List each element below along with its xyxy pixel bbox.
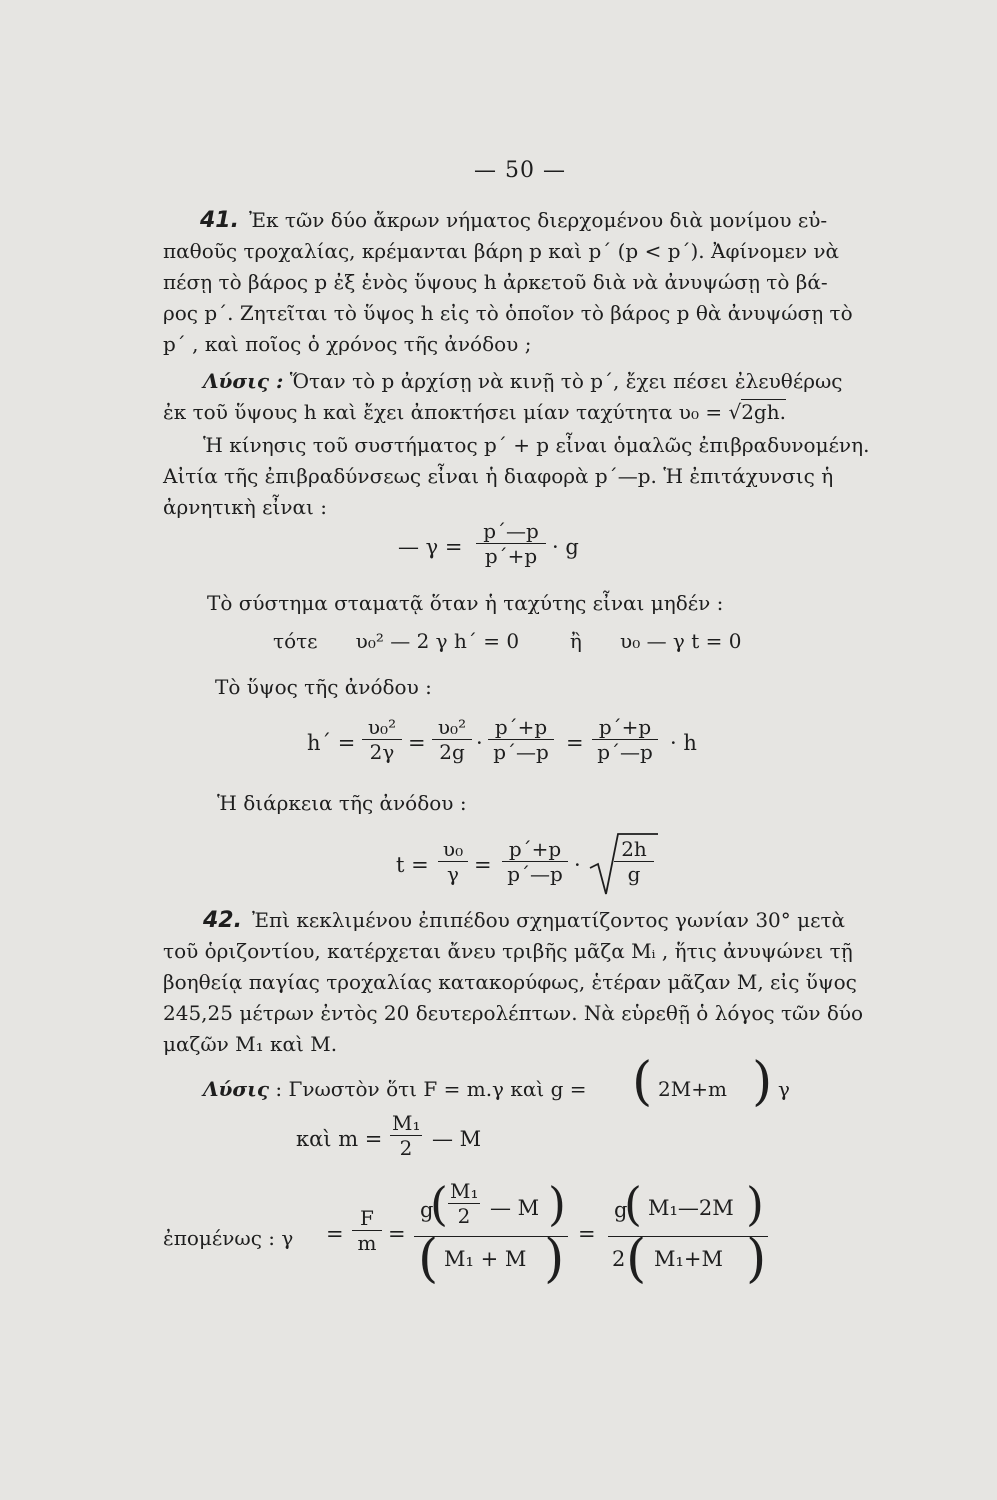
eq42-2-numerator: M₁ [392,1111,421,1135]
eq1-lhs: — γ = [398,535,463,559]
eq2: τότε υ₀² — 2 γ h΄ = 0 ἢ υ₀ — γ t = 0 [273,629,742,653]
eq42-3-f3-numerator [608,1176,768,1230]
sqrt-symbol: √ [728,400,742,424]
eq4-sqrt-fraction [614,838,654,885]
eq42-3-f2-den-text: M₁ + M [444,1247,527,1271]
solution-label: Λύσις [203,1077,269,1101]
left-paren: ( [632,1052,653,1112]
solution-42-text-1: : Γνωστὸν ὅτι F = m.γ καὶ g = [275,1077,587,1101]
eq1-fraction [476,520,546,567]
solution-41-line-1 [203,367,842,395]
left-paren: ( [624,1177,642,1231]
solution-41-line-4: Αἰτία τῆς ἐπιβραδύνσεως εἶναι ἡ διαφορὰ p΄—p. Ἡ ἐπιτάχυνσις ἡ [163,464,834,488]
eq42-3-fraction-2 [414,1176,568,1291]
problem-42-line-1 [203,906,845,935]
right-paren: ) [548,1177,566,1231]
eq3-f1-numerator: υ₀² [367,715,397,739]
eq42-3-f3-num-text: M₁—2M [648,1196,734,1220]
right-paren: ) [746,1177,764,1231]
eq42-3-fraction-1 [352,1207,382,1254]
problem-42-line-2: τοῦ ὁριζοντίου, κατέρχεται ἄνευ τριβῆς μᾶζα Mᵢ , ἥτις ἀνυψώνει τῇ [163,939,853,963]
eq3-fraction-3 [488,716,554,763]
solution-42-paren-content: 2M+m [658,1077,727,1101]
problem-41-line-5: p΄ , καὶ ποῖος ὁ χρόνος τῆς ἀνόδου ; [163,332,532,356]
eq42-3-f1-denominator: m [357,1231,377,1255]
eq4-f2-numerator: p΄+p [508,837,562,861]
eq3-f3-numerator: p΄+p [494,715,548,739]
problem-42-number: 42. [203,908,242,933]
eq42-3-f2-inner-fraction [448,1180,480,1227]
right-paren: ) [752,1052,773,1112]
eq42-3-equals-3: = [578,1222,596,1246]
eq3-fraction-1 [362,716,402,763]
eq42-3-f3-den-text: M₁+M [654,1247,724,1271]
problem-41-text-1: Ἐκ τῶν δύο ἄκρων νήματος διερχομένου διὰ μονίμου εὐ- [248,208,828,232]
left-paren: ( [626,1229,647,1289]
problem-41-number: 41. [200,208,239,233]
eq3-f4-numerator: p΄+p [598,715,652,739]
eq4-f1-numerator: υ₀ [442,837,464,861]
problem-42-line-4: 245,25 μέτρων ἐντὸς 20 δευτερολέπτων. Νὰ εὑρεθῇ ὁ λόγος τῶν δύο [163,1001,864,1025]
solution-42-gamma: γ [778,1077,790,1101]
eq42-3-f2-inner-denominator: 2 [457,1204,471,1228]
solution-label: Λύσις : [203,369,284,393]
eq1-denominator: p΄+p [484,544,538,568]
eq42-3-f2-denominator [414,1229,568,1291]
eq3-fraction-4 [592,716,658,763]
eq4-equals: = [474,853,492,877]
left-paren: ( [418,1229,439,1289]
problem-41-line-1 [200,206,827,235]
eq42-3-label: ἐπομένως : γ [163,1226,294,1250]
eq4-sqrt-denominator: g [627,862,641,886]
eq42-2-rhs: — M [432,1127,482,1151]
eq3-f2-denominator: 2g [439,740,465,764]
eq42-3-f1-numerator: F [360,1206,374,1230]
solution-41-line-7: Τὸ ὕψος τῆς ἀνόδου : [215,675,432,699]
eq3-dot: · [476,731,483,755]
eq4-fraction-2 [502,838,568,885]
eq42-2-denominator: 2 [399,1136,413,1160]
eq4-f2-denominator: p΄—p [507,862,563,886]
eq42-3-equals-2: = [388,1222,406,1246]
sqrt-radicand: 2gh. [741,400,786,424]
problem-42-line-3: βοηθείᾳ παγίας τροχαλίας κατακορύφως, ἑτέραν μᾶζαν M, εἰς ὕψος [163,970,857,994]
solution-41-line-6: Τὸ σύστημα σταματᾷ ὅταν ἡ ταχύτης εἶναι μηδέν : [207,591,724,615]
eq3-f2-numerator: υ₀² [437,715,467,739]
page-number: — 50 — [474,158,566,183]
eq3-f4-denominator: p΄—p [597,740,653,764]
eq42-3-equals-1: = [326,1222,344,1246]
right-paren: ) [746,1229,767,1289]
solution-41-text-1: Ὅταν τὸ p ἀρχίσῃ νὰ κινῇ τὸ p΄, ἔχει πέσει ἐλευθέρως [289,369,843,393]
eq42-3-f2-inner-numerator: M₁ [450,1179,479,1203]
eq3-equals-2: = [566,731,584,755]
solution-41-line-8: Ἡ διάρκεια τῆς ἀνόδου : [217,791,467,815]
eq42-3-f2-minus-m: — M [490,1196,540,1220]
eq42-3-f3-den-2: 2 [612,1247,626,1271]
problem-41-line-2: παθοῦς τροχαλίας, κρέμανται βάρη p καὶ p΄ (p < p΄). Ἀφίνομεν νὰ [163,239,840,263]
eq42-3-fraction-3 [608,1176,768,1291]
eq4-lhs: t = [396,853,429,877]
solution-41-text-2: ἐκ τοῦ ὕψους h καὶ ἔχει ἀποκτήσει μίαν ταχύτητα υ₀ = [163,400,729,424]
solution-41-line-2 [163,398,786,426]
eq42-3-f2-numerator [414,1176,568,1230]
solution-41-line-5: ἀρνητικὴ εἶναι : [163,495,327,519]
eq42-2-fraction [390,1112,422,1159]
left-paren: ( [430,1177,448,1231]
right-paren: ) [544,1229,565,1289]
eq3-rhs: · h [670,731,697,755]
eq42-3-f3-denominator [608,1229,768,1291]
eq4-f1-denominator: γ [447,862,459,886]
solution-42-line-1 [203,1075,586,1103]
problem-41-line-3: πέσῃ τὸ βάρος p ἐξ ἑνὸς ὕψους h ἀρκετοῦ διὰ νὰ ἀνυψώσῃ τὸ βά- [163,270,828,294]
eq1-numerator: p΄—p [483,519,539,543]
eq3-f1-denominator: 2γ [369,740,395,764]
eq4-sqrt-numerator: 2h [621,837,647,861]
problem-42-text-1: Ἐπὶ κεκλιμένου ἐπιπέδου σχηματίζοντος γωνίαν 30° μετὰ [251,908,846,932]
problem-41-line-4: ρος p΄. Ζητεῖται τὸ ὕψος h εἰς τὸ ὁποῖον τὸ βάρος p θὰ ἀνυψώσῃ τὸ [163,301,853,325]
eq3-f3-denominator: p΄—p [493,740,549,764]
eq3-fraction-2 [432,716,472,763]
solution-41-line-3: Ἡ κίνησις τοῦ συστήματος p΄ + p εἶναι ὁμαλῶς ἐπιβραδυνομένη. [203,433,870,457]
eq42-3-f3-g: g [614,1198,628,1222]
eq4-dot: · [574,853,581,877]
eq42-2-lhs: καὶ m = [296,1127,383,1151]
eq42-3-f2-g: g [420,1198,434,1222]
eq4-fraction-1 [438,838,468,885]
eq3-equals-1: = [408,731,426,755]
problem-42-line-5: μαζῶν M₁ καὶ M. [163,1032,338,1056]
eq1-rhs: · g [552,535,579,559]
eq3-lhs: h΄ = [307,731,356,755]
